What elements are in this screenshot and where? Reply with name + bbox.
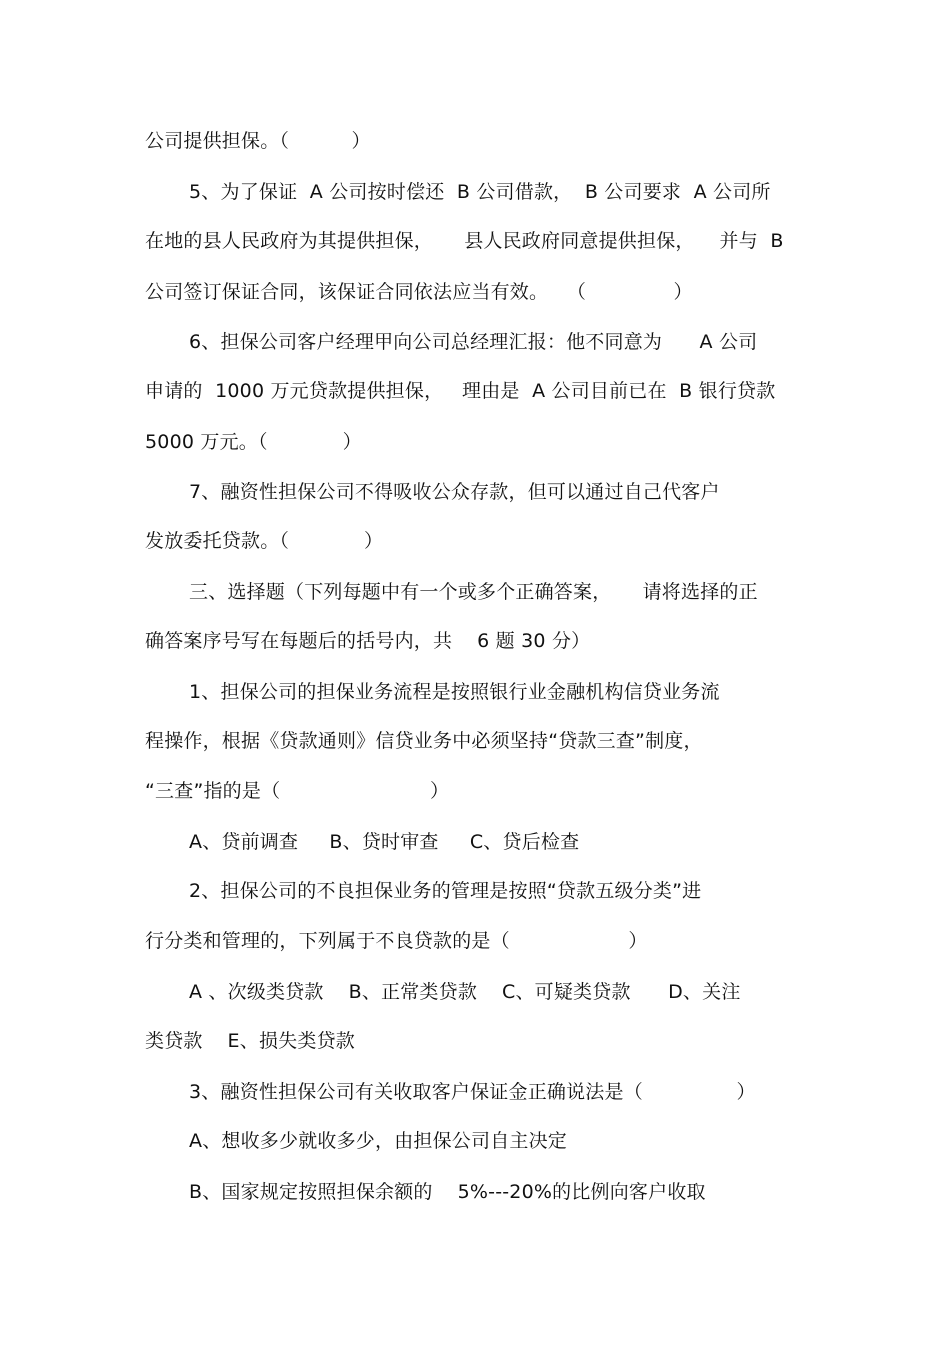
question-7-line-1: 7、融资性担保公司不得吸收公众存款，但可以通过自己代客户	[189, 481, 720, 503]
choice-2-options-line-1: A 、次级类贷款 B、正常类贷款 C、可疑类贷款 D、关注	[189, 981, 741, 1003]
section-heading-line-2: 确答案序号写在每题后的括号内，共 6 题 30 分）	[145, 630, 591, 652]
choice-1-line-1: 1、担保公司的担保业务流程是按照银行业金融机构信贷业务流	[189, 681, 720, 703]
question-5-line-3: 公司签订保证合同，该保证合同依法应当有效。 （ ）	[145, 281, 693, 303]
choice-2-options-line-2: 类贷款 E、损失类贷款	[145, 1030, 355, 1052]
question-6-line-1: 6、担保公司客户经理甲向公司总经理汇报：他不同意为 A 公司	[189, 331, 758, 353]
choice-1-line-2: 程操作，根据《贷款通则》信贷业务中必须坚持“贷款三查”制度，	[145, 730, 703, 752]
text-line: 公司提供担保。（ ）	[145, 130, 371, 152]
question-5-line-2: 在地的县人民政府为其提供担保， 县人民政府同意提供担保， 并与 B	[145, 230, 784, 252]
choice-3-option-a: A、想收多少就收多少，由担保公司自主决定	[189, 1130, 567, 1152]
choice-1-line-3: “三查”指的是（ ）	[145, 780, 450, 802]
choice-3-option-b: B、国家规定按照担保余额的 5%---20%的比例向客户收取	[189, 1181, 706, 1203]
choice-3-line-1: 3、融资性担保公司有关收取客户保证金正确说法是（ ）	[189, 1081, 756, 1103]
choice-2-line-2: 行分类和管理的，下列属于不良贷款的是（ ）	[145, 930, 648, 952]
question-6-line-3: 5000 万元。（ ）	[145, 431, 362, 453]
choice-2-line-1: 2、担保公司的不良担保业务的管理是按照“贷款五级分类”进	[189, 880, 702, 902]
question-6-line-2: 申请的 1000 万元贷款提供担保， 理由是 A 公司目前已在 B 银行贷款	[145, 380, 776, 402]
section-heading-line-1: 三、选择题（下列每题中有一个或多个正确答案， 请将选择的正	[189, 581, 758, 603]
question-7-line-2: 发放委托贷款。（ ）	[145, 530, 384, 552]
question-5-line-1: 5、为了保证 A 公司按时偿还 B 公司借款， B 公司要求 A 公司所	[189, 181, 771, 203]
choice-1-options: A、贷前调查 B、贷时审查 C、贷后检查	[189, 831, 580, 853]
